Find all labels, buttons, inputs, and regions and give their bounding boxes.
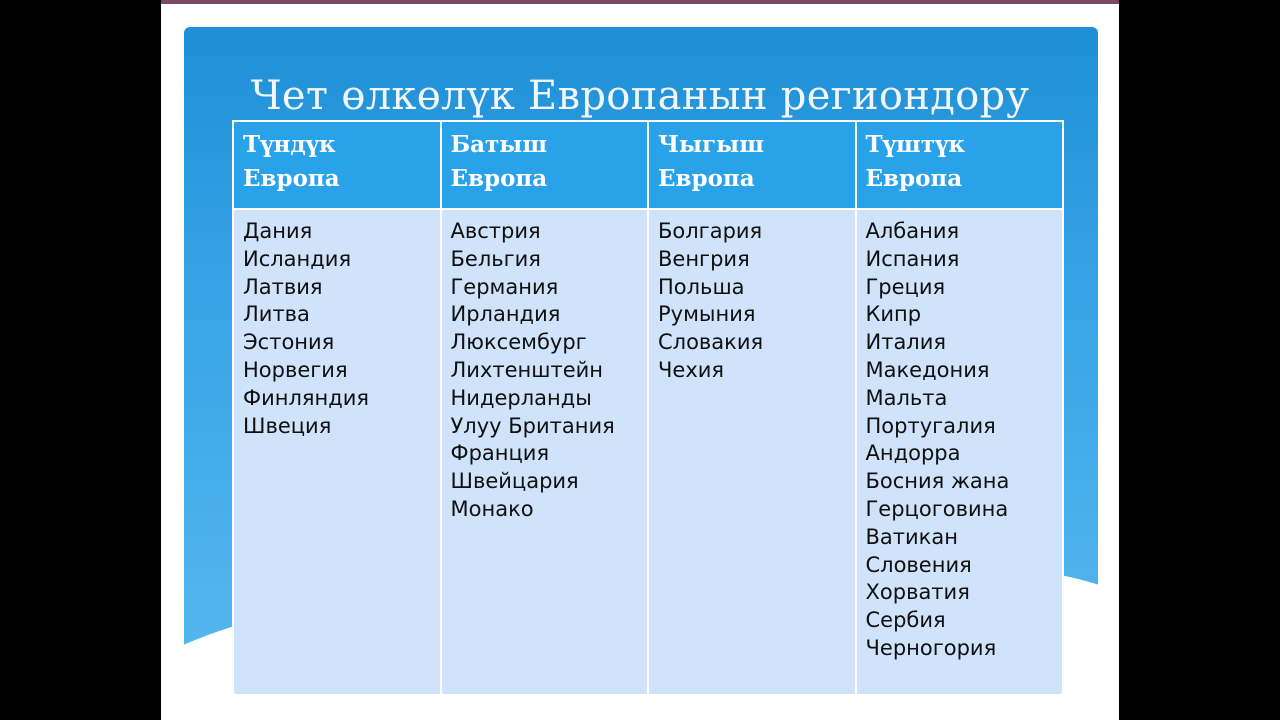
country-item: Андорра (865, 441, 961, 466)
country-item: Мальта (865, 385, 948, 410)
column-east-europe (648, 209, 856, 695)
country-item: Нидерланды (450, 385, 592, 410)
country-item: Дания (243, 219, 313, 243)
country-item: Улуу Британия (450, 413, 615, 438)
header-line: Европа (450, 165, 548, 192)
country-item: Швеция (243, 413, 332, 438)
country-item: Финляндия (243, 385, 370, 410)
country-item: Черногория (865, 635, 997, 660)
header-west-europe (441, 121, 649, 209)
country-item: Венгрия (658, 246, 750, 271)
country-item: Чехия (658, 357, 725, 382)
country-item: Австрия (450, 219, 541, 243)
header-line: Европа (243, 165, 340, 192)
country-item: Герцоговина (865, 496, 1009, 521)
table-body-row (233, 209, 1063, 695)
header-north-europe (233, 121, 441, 209)
country-item: Польша (658, 274, 745, 299)
country-item: Латвия (243, 274, 323, 299)
header-line: Түштүк (865, 131, 965, 158)
regions-table (232, 120, 1064, 696)
header-line: Батыш (450, 131, 548, 158)
header-line: Европа (658, 165, 755, 192)
country-item: Ватикан (865, 524, 958, 549)
country-item: Германия (450, 274, 559, 299)
country-item: Македония (865, 357, 990, 382)
country-item: Люксембург (450, 330, 587, 355)
header-east-europe (648, 121, 856, 209)
header-line: Чыгыш (658, 131, 764, 158)
country-item: Хорватия (865, 580, 970, 605)
country-item: Исландия (243, 246, 352, 271)
country-item: Франция (450, 441, 550, 466)
country-item: Сербия (865, 608, 946, 633)
table-header-row (233, 121, 1063, 209)
country-item: Словения (865, 552, 972, 577)
country-item: Литва (243, 302, 310, 327)
country-item: Лихтенштейн (450, 357, 603, 382)
header-line: Түндүк (243, 131, 336, 158)
country-item: Эстония (243, 330, 335, 355)
country-item: Кипр (865, 302, 922, 327)
country-item: Словакия (658, 330, 764, 355)
country-item: Испания (865, 246, 960, 271)
header-line: Европа (865, 165, 963, 192)
country-item: Норвегия (243, 357, 348, 382)
country-item: Португалия (865, 413, 996, 438)
country-item: Бельгия (450, 246, 541, 271)
country-item: Болгария (658, 219, 763, 243)
country-item: Италия (865, 330, 947, 355)
slide-top-border (161, 0, 1119, 4)
country-item: Босния жана (865, 469, 1010, 494)
country-item: Румыния (658, 302, 756, 327)
country-item: Швейцария (450, 469, 579, 494)
slide (161, 0, 1119, 720)
column-north-europe (233, 209, 441, 695)
country-item: Албания (865, 219, 960, 243)
country-item: Ирландия (450, 302, 561, 327)
column-south-europe (856, 209, 1064, 695)
country-item: Монако (450, 496, 534, 521)
header-south-europe (856, 121, 1064, 209)
country-item: Греция (865, 274, 946, 299)
slide-title: Чет өлкөлүк Европанын региондору (250, 73, 1030, 119)
column-west-europe (441, 209, 649, 695)
